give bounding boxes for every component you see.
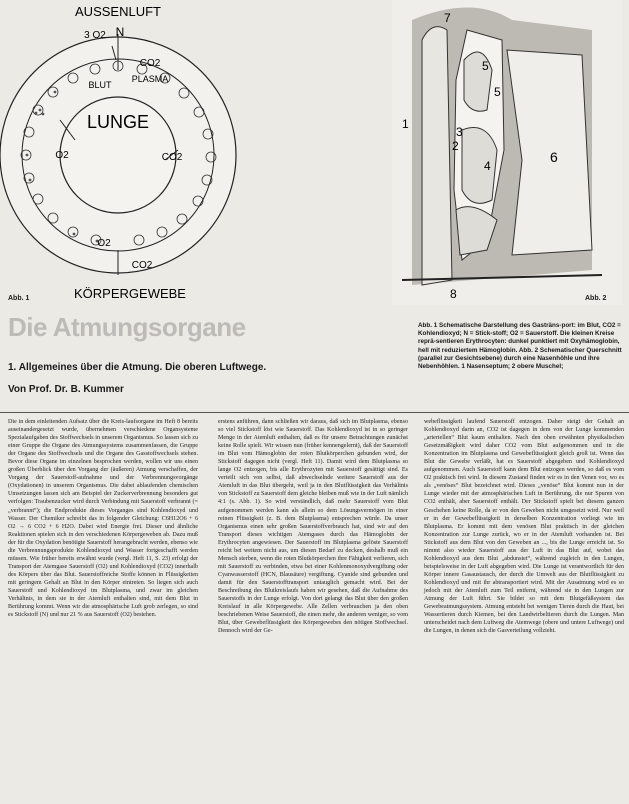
- label-blood: BLUT: [88, 80, 112, 90]
- label-n-top: N: [115, 25, 125, 39]
- label-co2-top: CO2: [139, 58, 161, 69]
- label-co2-right: CO2: [161, 152, 183, 163]
- label-6: 6: [550, 149, 558, 165]
- label-1: 1: [402, 117, 409, 131]
- label-lung: LUNGE: [86, 112, 150, 132]
- label-8: 8: [450, 287, 457, 301]
- column-3-text: webeflüssigkeit laufend Sauerstoff entzogen. Daher steigt der Gehalt an Kohlendioxyd darin an, CO2 ist dagegen in dem von der Lunge kommenden „arteriellen“ Blut kaum enthalten. Nach den oben erwähnten physikalischen Gesetzmäßigkeit wird daher CO2 vom Blut aufgenommen und in die Konzentration im Blutplasma und Gewebeflüssigkeit gleich groß ist. Wenn das Blut die Gewebe verläßt, hat es Sauerstoff abgegeben und Kohlendioxyd aufgenommen. Auch Sauerstoff kann dem Blut entzogen werden, so daß es vom O2 praktisch frei wird. In diesem Zustand finden wir es in den Venen vor, wo es als „venöses“ Blut bezeichnet wird. Dieses „venöse“ Blut kommt nun in der Lunge wieder mit der atmosphärischen Luft in Berührung, die nur Spuren von CO2 enthält, aber Sauerstoff enthält. Der Stickstoff spielt bei diesem ganzen Geschehen keine Rolle, da er von den Geweben nicht umgesetzt wird. Nur weil er in der Gewebeflüssigkeit in derselben Konzentration vorliegt wie im Blutplasma. Er kommt mit dem venösen Blut praktisch in der gleichen Konzentration zur Lunge zurück, wo er in der Atemluft vorhanden ist. Bei Stickstoff aus dem Blut von den Geweben an ..., bis die Lunge erreicht ist. So nimmt also wieder Sauerstoff aus der Luft in das Blut auf, wobei das Kohlendioxyd aus dem Blut „abdunstet“, während zugleich in den Lungen, beispielsweise in der Luft abgegeben wird. Die Lunge ist verantwortlich für den Körper innere Gasaustausch, der durch die Umwelt aus der Blutflüssigkeit zu Kohlendioxyd und mit ihr abtransportiert wird. Mit der Ausatmung wird es so jedoch mit der Atemluft zum Teil entfernt, während sie in den Lungen zur Atmung der Luft führt. Sie bildet so mit dem Blutgefäßsystem das Gewebeatmungssystem. Atmung entsteht bei wenigen Tieren durch die Haut, bei Wassertieren durch Kiemen, bei den Landwirbeltieren durch die Lungen. Man unterscheidet nach dem Luftweg die Atemwege (obere und untere Luftwege) und die Lungen, in denen sich die Gasverteilung vollzieht.: [424, 419, 624, 635]
- article-title: Die Atmungsorgane: [8, 312, 246, 342]
- label-outer-top: AUSSENLUFT: [75, 4, 161, 19]
- text-column-3: [424, 418, 624, 635]
- article-subtitle: 1. Allgemeines über die Atmung. Die oberen Luftwege.: [8, 362, 267, 373]
- column-1-text: Die in dem einleitenden Aufsatz über die Kreis-laufsorgane im Heft 8 bereits auseinandergesetzt wurde, übernehmen verschiedene Organsysteme Spezialaufgaben des Stoffwechsels in unserem Organismus. So lassen sich zu einer Gruppe die Organe des Atmungssystems zusammenfassen, die Gruppe der Organe des Stoffwechsels und die Organe des Gasstoffwechsels stehen. Bevor diese Organe im einzelnen besprochen werden, wollen wir uns einen großen Überblick über den Vorgang der (äußeren) Atmung verschaffen, der Vorgang der Sauerstoff-aufnahme und der Verbrennungsvorgänge (Oxydationen) in unserem Organismus. Die dabei ablaufenden chemischen Umsetzungen lassen sich am Beispiel der Zuckerverbrennung besonders gut verfolgen: Traubenzucker wird durch Verbindung mit Sauerstoff verbrannt (= „verbrannt“); die Endprodukte dieses Vorganges sind Kohlendioxyd und Wasser. Der Chemiker schreibt das in folgender Gleichung: C6H12O6 + 6 O2 → 6 CO2 + 6 H2O. Dabei wird Energie frei. Dieser und ähnliche Reaktionen spielen sich in den verschiedenen Körpergeweben ab. Dazu muß der für die Oxydation benötigte Sauerstoff herangebracht werden, ebenso wie die Verbrennungsprodukte Kohlendioxyd und Wasser fortgeschafft werden müssen. Wie früher bereits erwähnt wurde (vergl. Heft 11, S. 23) erfolgt der Transport der Atemgase Sauerstoff (O2) und Kohlendioxyd (CO2) innerhalb des Körpers über das Blut. Sauerstoffreiche Stoffe können in Flüssigkeiten mit geringem Gehalt an Blut in den Körper eintreten. So liegen sich auch Sauerstoff und Kohlendioxyd im Blutplasma, und zwar im gleichen Verhältnis, in dem sie in der Atemluft enthalten sind, mit dem Blut in Berührung kommt. Wenn wir die atmosphärische Luft grob zerlegen, so sind es Stickstoff (N) und nur 21 % aus Sauerstoff (O2) bestehen.: [8, 419, 198, 619]
- figure2-caption-label: Abb. 2: [585, 295, 607, 302]
- label-7: 7: [444, 11, 451, 25]
- label-o2-left: O2: [55, 150, 69, 161]
- header-divider: [0, 412, 629, 413]
- label-outer-bottom: KÖRPERGEWEBE: [74, 286, 186, 301]
- column-2-text: erstens anführen, dann schließen wir daraus, daß sich im Blutplasma, ebenso so viel Stickstoff löst wie Sauerstoff. Das Kohlendioxyd ist in so geringer Menge in der Atemluft enthalten, daß es für unsere Betrachtungen zunächst keine Rolle spielt. Wir wissen nun (früher kennengelernt), daß der Sauerstoff im Blut vom Hämoglobin der roten Blutkörperchen gebunden wird, der Stickstoff dagegen nicht (vergl. Heft 11). Damit wird dem Blutplasma so lange O2 entzogen, bis alle Erythrozyten mit Sauerstoff gesättigt sind. Es verteilt sich von selbst, daß abwechselnde weitere Sauerstoff aus der Atemluft in das Blut übergeht, weil ja in den Blutflüssigkeit das Verhältnis von Stickstoff zu Sauerstoff dem gleiche bleiben muß wie in der Luft nämlich 4:1 (s. Abb. 1). So wird verständlich, daß mehr Sauerstoff vom Blut aufgenommen werden kann als allein so dem Lösungsvermögen in einer reinen Flüssigkeit (z. B. dem Blutplasma) entsprechen würde. Da unser Organismus einen sehr großen Sauerstoffverbrauch hat, sind wir auf den Transport dieses wichtigen Atemgases durch das Hämoglobin der Erythrocyten angewiesen. Der Sauerstoff im Blutplasma gelöste Sauerstoff reicht bei weitem nicht aus, um diesen Bedarf zu decken, deshalb muß ein Mensch sterben, wenn die roten Blutkörperchen ihre Fähigkeit verlieren, sich mit Sauerstoff zu verbinden, etwa bei einer Kohlenmonoxydvergiftung oder Cyanwasserstoff (HCN, Blausäure) vergiftung. Cyanide sind gebunden und damit für den Sauerstofftransport untauglich gemacht wird. Bei der Beschreibung des Blutkreislaufs haben wir gesehen, daß die Aufnahme des Sauerstoffs in der Lunge erfolgt. Von dort gelangt das Blut über den großen Kreislauf in alle Körpergewebe. Alle Zellen verbrauchen ja den oben beschriebenen Weise Sauerstoff, die einen mehr, die anderen weniger, so vom Blut, über Gewebeflüssigkeit des Körpergewebes den nötigen Stoffwechsel. Dennoch wird der Ge-: [218, 419, 408, 635]
- label-3: 3: [456, 125, 463, 139]
- label-2: 2: [452, 139, 459, 153]
- label-co2-bottom: CO2: [131, 260, 153, 271]
- label-4: 4: [484, 159, 491, 173]
- text-column-2: [218, 418, 408, 635]
- respiration-diagram: [0, 0, 240, 305]
- text-column-1: [8, 418, 198, 619]
- figure-caption: Abb. 1 Schematische Darstellung des Gasträns-port: im Blut, CO2 = Kohlendioxyd; N = Stick-stoff; O2 = Sauerstoff. Die kleinen Kreise reprä-sentieren Erythrocyten: dunkel punktiert mit Oxyhämoglobin, hell mit reduziertem Hämoglobin. Abb. 2 Schematischer Querschnitt (parallel zur Gesichtsebene) durch eine Nasenhöhle und ihre Nebenhöhlen. 1 Nasenseptum; 2 obere Muschel;: [418, 322, 622, 371]
- figure1-caption-label: Abb. 1: [8, 295, 30, 302]
- nasal-cross-section-diagram: [392, 0, 622, 305]
- label-5b: 5: [494, 85, 501, 99]
- label-o2-top: 3 O2: [84, 30, 106, 41]
- article-author: Von Prof. Dr. B. Kummer: [8, 384, 124, 395]
- label-5a: 5: [482, 59, 489, 73]
- label-o2-bottom: O2: [97, 238, 111, 249]
- label-plasma: PLASMA: [131, 74, 169, 84]
